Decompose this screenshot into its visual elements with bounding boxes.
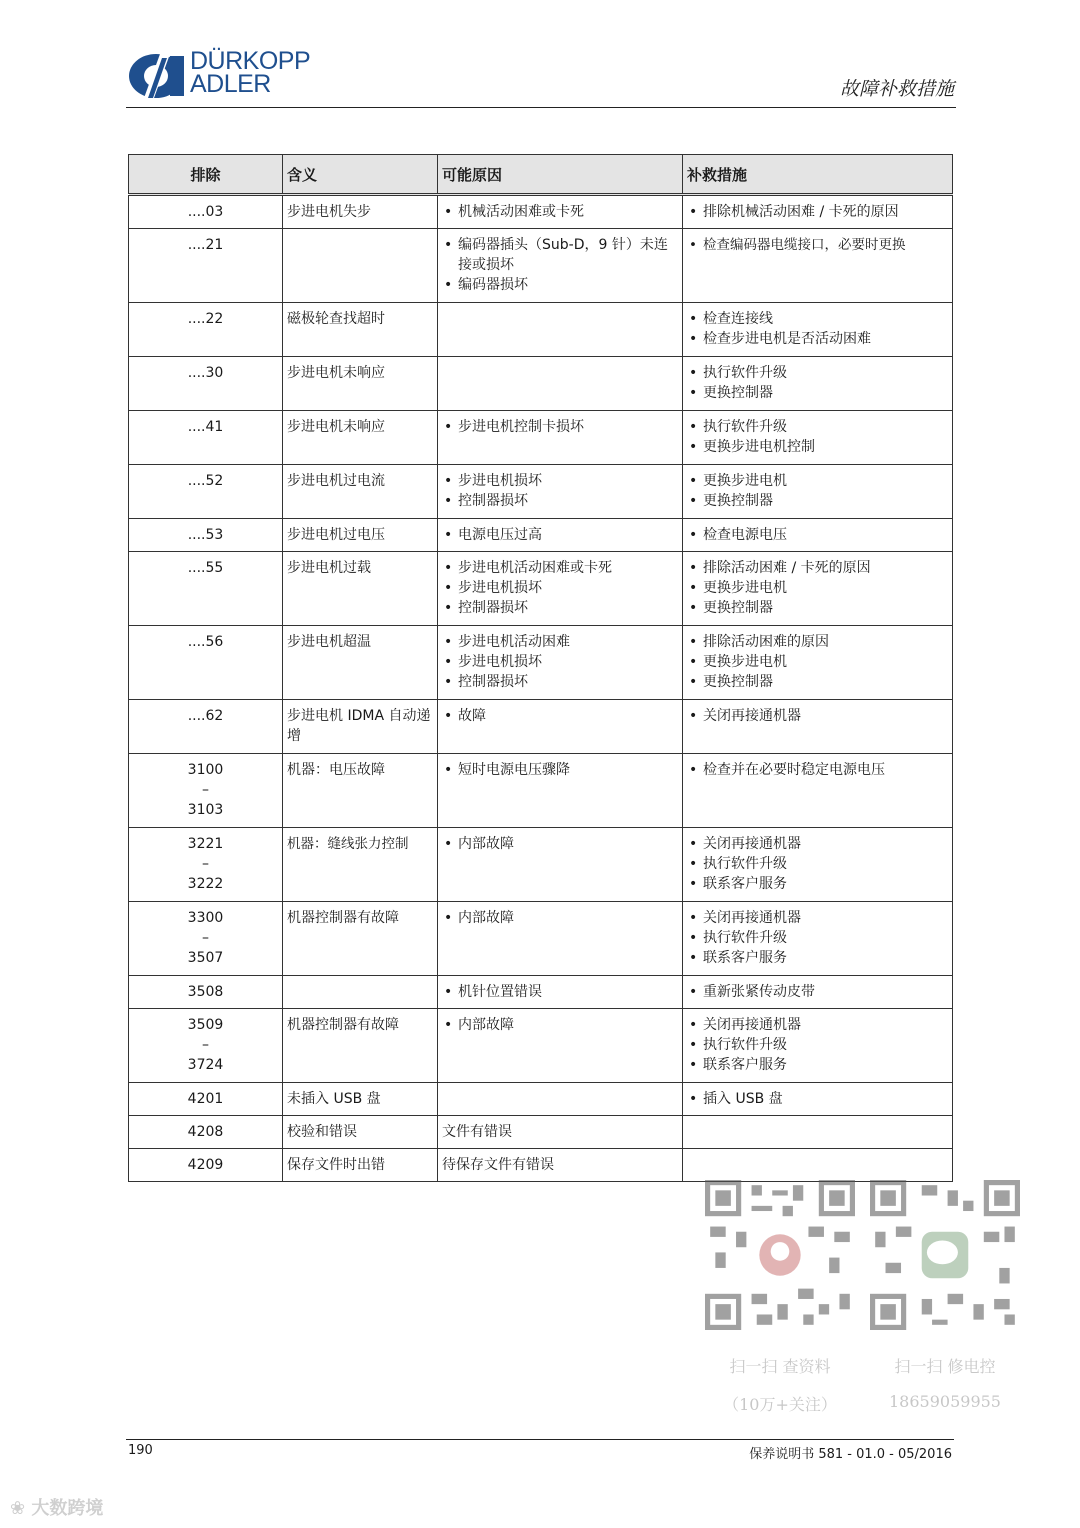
error-causes <box>438 828 683 902</box>
table-row <box>129 1083 953 1116</box>
remedy-item: • 联系客户服务 <box>687 948 948 968</box>
error-meaning: 步进电机过载 <box>283 552 438 626</box>
error-causes <box>438 754 683 828</box>
brand-line-1: DÜRKOPP <box>190 47 311 75</box>
remedy-item: • 更换控制器 <box>687 383 948 403</box>
remedy-item: • 更换步进电机控制 <box>687 437 948 457</box>
table-header-row <box>129 155 953 195</box>
cause-item: • 步进电机损坏 <box>442 578 678 598</box>
table-row <box>129 754 953 828</box>
code-range-end: 3103 <box>187 802 224 818</box>
table-row <box>129 195 953 229</box>
error-causes <box>438 902 683 976</box>
remedy-item: • 排除机械活动困难 / 卡死的原因 <box>687 202 948 222</box>
brand-name <box>190 47 311 98</box>
error-meaning: 机器控制器有故障 <box>283 902 438 976</box>
table-row <box>129 976 953 1009</box>
remedy-item: • 执行软件升级 <box>687 363 948 383</box>
remedy-item: • 执行软件升级 <box>687 854 948 874</box>
qr-right-caption: 扫一扫 修电控 <box>894 1357 996 1376</box>
remedy-item: • 更换步进电机 <box>687 471 948 491</box>
remedy-item: • 检查连接线 <box>687 309 948 329</box>
remedy-item: • 检查编码器电缆接口，必要时更换 <box>687 235 948 255</box>
remedy-item: • 更换控制器 <box>687 672 948 692</box>
error-meaning: 步进电机过电压 <box>283 519 438 552</box>
error-code: ....56 <box>129 626 283 700</box>
remedy-item: • 执行软件升级 <box>687 928 948 948</box>
remedy-item: • 联系客户服务 <box>687 874 948 894</box>
cause-item: • 编码器插头（Sub-D，9 针）未连接或损坏 <box>442 235 678 275</box>
error-meaning <box>283 976 438 1009</box>
remedy-item: • 排除活动困难的原因 <box>687 632 948 652</box>
watermark <box>10 1494 103 1520</box>
error-remedies <box>683 552 953 626</box>
error-meaning: 保存文件时出错 <box>283 1149 438 1182</box>
section-title: 故障补救措施 <box>839 78 954 100</box>
error-code: ....62 <box>129 700 283 754</box>
remedy-item: • 更换控制器 <box>687 598 948 618</box>
error-code: 4201 <box>129 1083 283 1116</box>
error-causes <box>438 195 683 229</box>
brand-line-2: ADLER <box>190 70 271 98</box>
pirate-qr-icon[interactable] <box>705 1180 855 1330</box>
table-row <box>129 229 953 303</box>
remedy-item: • 关闭再接通机器 <box>687 1015 948 1035</box>
cause-item: • 机针位置错误 <box>442 982 678 1002</box>
cause-item: • 内部故障 <box>442 834 678 854</box>
error-remedies <box>683 1009 953 1083</box>
code-range-end: 3724 <box>187 1057 224 1073</box>
code-range-dash: – <box>202 856 209 872</box>
qr-code-area <box>700 1180 1030 1420</box>
error-causes <box>438 1009 683 1083</box>
error-remedies <box>683 828 953 902</box>
error-code <box>129 902 283 976</box>
error-code: ....52 <box>129 465 283 519</box>
qr-left-subcaption: （10万+关注） <box>723 1395 837 1414</box>
footer-divider <box>126 1439 954 1440</box>
remedy-item: • 排除活动困难 / 卡死的原因 <box>687 558 948 578</box>
cause-item: • 控制器损坏 <box>442 672 678 692</box>
table-row <box>129 1149 953 1182</box>
error-code: ....21 <box>129 229 283 303</box>
remedy-item: • 关闭再接通机器 <box>687 834 948 854</box>
error-causes <box>438 626 683 700</box>
error-remedies <box>683 195 953 229</box>
error-meaning <box>283 229 438 303</box>
error-remedies <box>683 519 953 552</box>
error-meaning: 机器：缝线张力控制 <box>283 828 438 902</box>
cause-item: • 控制器损坏 <box>442 491 678 511</box>
col-header-meaning: 含义 <box>283 155 438 195</box>
error-code <box>129 1009 283 1083</box>
error-remedies <box>683 229 953 303</box>
cause-item: • 编码器损坏 <box>442 275 678 295</box>
remedy-item: • 更换步进电机 <box>687 578 948 598</box>
col-header-causes: 可能原因 <box>438 155 683 195</box>
watermark-text: 大数跨境 <box>31 1498 104 1519</box>
table-row <box>129 1009 953 1083</box>
table-row <box>129 519 953 552</box>
error-causes: 文件有错误 <box>438 1116 683 1149</box>
error-meaning: 磁极轮查找超时 <box>283 303 438 357</box>
table-row <box>129 1116 953 1149</box>
code-range-start: 3509 <box>187 1017 224 1033</box>
error-code: ....55 <box>129 552 283 626</box>
error-meaning: 机器控制器有故障 <box>283 1009 438 1083</box>
error-remedies <box>683 411 953 465</box>
error-code: ....03 <box>129 195 283 229</box>
error-code: ....53 <box>129 519 283 552</box>
table-row <box>129 828 953 902</box>
cause-item: • 步进电机损坏 <box>442 652 678 672</box>
col-header-remedies: 补救措施 <box>683 155 953 195</box>
header-divider <box>126 107 956 108</box>
error-causes <box>438 1083 683 1116</box>
cause-item: • 电源电压过高 <box>442 525 678 545</box>
table-row <box>129 357 953 411</box>
error-causes <box>438 229 683 303</box>
error-meaning: 步进电机未响应 <box>283 357 438 411</box>
cause-item: • 步进电机活动困难或卡死 <box>442 558 678 578</box>
table-row <box>129 902 953 976</box>
error-remedies <box>683 976 953 1009</box>
table-row <box>129 552 953 626</box>
table-row <box>129 411 953 465</box>
error-causes <box>438 552 683 626</box>
cause-item: • 步进电机控制卡损坏 <box>442 417 678 437</box>
error-causes: 待保存文件有错误 <box>438 1149 683 1182</box>
cause-item: • 步进电机损坏 <box>442 471 678 491</box>
cause-item: • 步进电机活动困难 <box>442 632 678 652</box>
error-code: 4209 <box>129 1149 283 1182</box>
error-remedies <box>683 465 953 519</box>
table-row <box>129 303 953 357</box>
error-remedies <box>683 1083 953 1116</box>
error-meaning: 机器：电压故障 <box>283 754 438 828</box>
remedy-item: • 插入 USB 盘 <box>687 1089 948 1109</box>
error-meaning: 步进电机 IDMA 自动递增 <box>283 700 438 754</box>
error-code <box>129 754 283 828</box>
code-range-start: 3100 <box>187 762 224 778</box>
error-causes <box>438 357 683 411</box>
cause-item: • 故障 <box>442 706 678 726</box>
error-causes <box>438 303 683 357</box>
error-remedies <box>683 357 953 411</box>
cause-item: • 机械活动困难或卡死 <box>442 202 678 222</box>
page-number: 190 <box>128 1443 153 1458</box>
error-code: 4208 <box>129 1116 283 1149</box>
remedy-item: • 更换控制器 <box>687 491 948 511</box>
error-remedies <box>683 754 953 828</box>
qr-left-caption: 扫一扫 查资料 <box>729 1357 831 1376</box>
remedy-item: • 检查步进电机是否活动困难 <box>687 329 948 349</box>
cause-item: • 内部故障 <box>442 1015 678 1035</box>
error-meaning: 步进电机过电流 <box>283 465 438 519</box>
table-row <box>129 700 953 754</box>
error-causes <box>438 411 683 465</box>
error-code: ....30 <box>129 357 283 411</box>
error-remedies <box>683 1116 953 1149</box>
cause-item: • 短时电源电压骤降 <box>442 760 678 780</box>
error-code: ....41 <box>129 411 283 465</box>
error-remedies <box>683 626 953 700</box>
error-causes <box>438 465 683 519</box>
remedy-item: • 执行软件升级 <box>687 417 948 437</box>
code-range-start: 3300 <box>187 910 224 926</box>
code-range-start: 3221 <box>187 836 224 852</box>
table-row <box>129 465 953 519</box>
remedy-item: • 执行软件升级 <box>687 1035 948 1055</box>
error-meaning: 步进电机超温 <box>283 626 438 700</box>
error-code: 3508 <box>129 976 283 1009</box>
error-meaning: 校验和错误 <box>283 1116 438 1149</box>
error-causes <box>438 519 683 552</box>
remedy-item: • 更换步进电机 <box>687 652 948 672</box>
cause-item: • 控制器损坏 <box>442 598 678 618</box>
error-causes <box>438 700 683 754</box>
error-code: ....22 <box>129 303 283 357</box>
document-reference: 保养说明书 581 - 01.0 - 05/2016 <box>749 1447 952 1462</box>
code-range-dash: – <box>202 782 209 798</box>
remedy-item: • 关闭再接通机器 <box>687 706 948 726</box>
error-causes <box>438 976 683 1009</box>
qr-right-subcaption: 18659059955 <box>889 1392 1001 1411</box>
cause-item: • 内部故障 <box>442 908 678 928</box>
col-header-code: 排除 <box>129 155 283 195</box>
error-remedies <box>683 902 953 976</box>
watermark-logo-icon: ❀ <box>10 1498 32 1519</box>
remedy-item: • 联系客户服务 <box>687 1055 948 1075</box>
error-meaning: 未插入 USB 盘 <box>283 1083 438 1116</box>
code-range-end: 3222 <box>187 876 224 892</box>
error-remedies <box>683 303 953 357</box>
error-code <box>129 828 283 902</box>
error-meaning: 步进电机失步 <box>283 195 438 229</box>
remedy-item: • 关闭再接通机器 <box>687 908 948 928</box>
wechat-qr-icon[interactable] <box>870 1180 1020 1330</box>
error-remedies <box>683 700 953 754</box>
remedy-item: • 检查并在必要时稳定电源电压 <box>687 760 948 780</box>
remedy-item: • 检查电源电压 <box>687 525 948 545</box>
error-table <box>128 154 953 1182</box>
error-meaning: 步进电机未响应 <box>283 411 438 465</box>
remedy-item: • 重新张紧传动皮带 <box>687 982 948 1002</box>
code-range-dash: – <box>202 1037 209 1053</box>
code-range-dash: – <box>202 930 209 946</box>
table-row <box>129 626 953 700</box>
error-remedies <box>683 1149 953 1182</box>
code-range-end: 3507 <box>187 950 224 966</box>
